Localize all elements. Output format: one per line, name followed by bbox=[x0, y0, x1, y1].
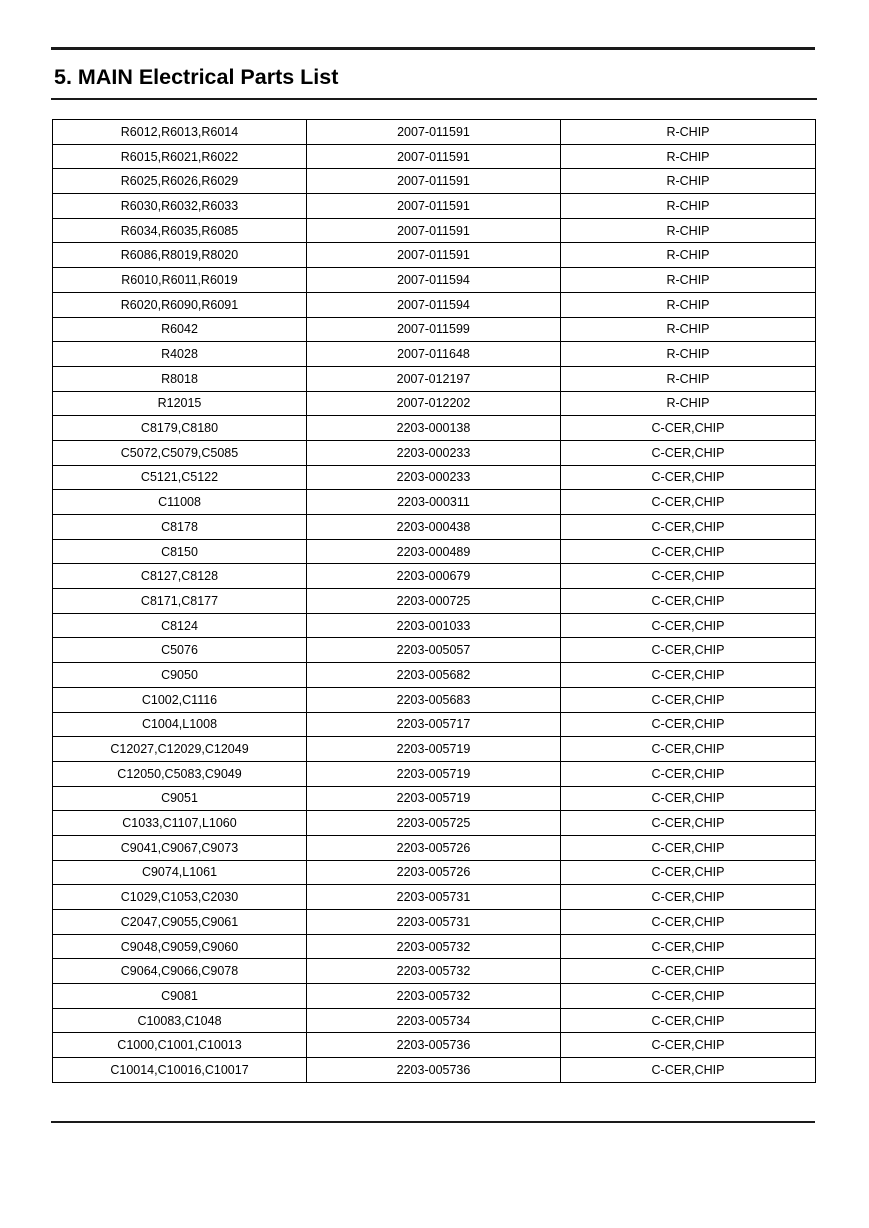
part-location-cell: C8171,C8177 bbox=[53, 589, 307, 614]
table-row bbox=[53, 786, 816, 811]
part-description-cell: C-CER,CHIP bbox=[561, 589, 816, 614]
part-code-cell: 2203-000679 bbox=[307, 564, 561, 589]
part-code-cell: 2203-005719 bbox=[307, 786, 561, 811]
part-code-cell: 2203-000311 bbox=[307, 490, 561, 515]
table-row bbox=[53, 218, 816, 243]
part-description-cell: C-CER,CHIP bbox=[561, 1008, 816, 1033]
part-description-cell: R-CHIP bbox=[561, 144, 816, 169]
part-description-cell: C-CER,CHIP bbox=[561, 490, 816, 515]
part-location-cell: C5076 bbox=[53, 638, 307, 663]
part-description-cell: C-CER,CHIP bbox=[561, 613, 816, 638]
part-code-cell: 2007-011648 bbox=[307, 342, 561, 367]
part-description-cell: C-CER,CHIP bbox=[561, 416, 816, 441]
part-description-cell: C-CER,CHIP bbox=[561, 934, 816, 959]
part-description-cell: R-CHIP bbox=[561, 243, 816, 268]
table-row bbox=[53, 490, 816, 515]
part-code-cell: 2203-000138 bbox=[307, 416, 561, 441]
title-underline bbox=[51, 98, 817, 100]
part-code-cell: 2007-011591 bbox=[307, 120, 561, 145]
part-location-cell: C2047,C9055,C9061 bbox=[53, 910, 307, 935]
part-code-cell: 2203-005683 bbox=[307, 687, 561, 712]
part-description-cell: R-CHIP bbox=[561, 169, 816, 194]
part-code-cell: 2203-005726 bbox=[307, 860, 561, 885]
table-row bbox=[53, 984, 816, 1009]
part-description-cell: C-CER,CHIP bbox=[561, 564, 816, 589]
part-code-cell: 2203-005731 bbox=[307, 910, 561, 935]
part-code-cell: 2203-005732 bbox=[307, 934, 561, 959]
part-description-cell: C-CER,CHIP bbox=[561, 712, 816, 737]
part-location-cell: C1000,C1001,C10013 bbox=[53, 1033, 307, 1058]
part-location-cell: R6010,R6011,R6019 bbox=[53, 268, 307, 293]
part-code-cell: 2007-011591 bbox=[307, 144, 561, 169]
part-code-cell: 2007-011591 bbox=[307, 243, 561, 268]
part-location-cell: C10014,C10016,C10017 bbox=[53, 1058, 307, 1083]
table-row bbox=[53, 416, 816, 441]
part-location-cell: C9064,C9066,C9078 bbox=[53, 959, 307, 984]
part-description-cell: C-CER,CHIP bbox=[561, 687, 816, 712]
part-location-cell: C9074,L1061 bbox=[53, 860, 307, 885]
part-code-cell: 2203-005725 bbox=[307, 811, 561, 836]
part-code-cell: 2203-005719 bbox=[307, 761, 561, 786]
part-code-cell: 2203-005731 bbox=[307, 885, 561, 910]
part-location-cell: C8150 bbox=[53, 539, 307, 564]
table-row bbox=[53, 737, 816, 762]
part-description-cell: C-CER,CHIP bbox=[561, 786, 816, 811]
part-description-cell: C-CER,CHIP bbox=[561, 663, 816, 688]
part-description-cell: R-CHIP bbox=[561, 366, 816, 391]
part-code-cell: 2203-000725 bbox=[307, 589, 561, 614]
table-row bbox=[53, 1058, 816, 1083]
part-code-cell: 2203-005726 bbox=[307, 835, 561, 860]
page-title: 5. MAIN Electrical Parts List bbox=[54, 65, 339, 89]
part-code-cell: 2203-000233 bbox=[307, 440, 561, 465]
part-code-cell: 2203-005719 bbox=[307, 737, 561, 762]
table-row bbox=[53, 1008, 816, 1033]
table-row bbox=[53, 465, 816, 490]
part-description-cell: C-CER,CHIP bbox=[561, 465, 816, 490]
part-location-cell: R4028 bbox=[53, 342, 307, 367]
part-description-cell: C-CER,CHIP bbox=[561, 638, 816, 663]
part-description-cell: C-CER,CHIP bbox=[561, 539, 816, 564]
part-code-cell: 2007-011594 bbox=[307, 292, 561, 317]
table-row bbox=[53, 761, 816, 786]
bottom-rule bbox=[51, 1121, 815, 1123]
table-row bbox=[53, 342, 816, 367]
part-description-cell: R-CHIP bbox=[561, 292, 816, 317]
part-location-cell: C11008 bbox=[53, 490, 307, 515]
part-code-cell: 2203-005732 bbox=[307, 984, 561, 1009]
part-description-cell: C-CER,CHIP bbox=[561, 811, 816, 836]
table-row bbox=[53, 539, 816, 564]
table-row bbox=[53, 144, 816, 169]
part-location-cell: R6030,R6032,R6033 bbox=[53, 194, 307, 219]
table-row bbox=[53, 440, 816, 465]
part-code-cell: 2203-005732 bbox=[307, 959, 561, 984]
part-description-cell: C-CER,CHIP bbox=[561, 1058, 816, 1083]
top-rule bbox=[51, 47, 815, 50]
part-code-cell: 2203-005736 bbox=[307, 1033, 561, 1058]
table-row bbox=[53, 712, 816, 737]
part-location-cell: C1004,L1008 bbox=[53, 712, 307, 737]
part-description-cell: C-CER,CHIP bbox=[561, 984, 816, 1009]
part-code-cell: 2203-000233 bbox=[307, 465, 561, 490]
part-description-cell: C-CER,CHIP bbox=[561, 515, 816, 540]
part-location-cell: C10083,C1048 bbox=[53, 1008, 307, 1033]
part-location-cell: C12027,C12029,C12049 bbox=[53, 737, 307, 762]
part-description-cell: R-CHIP bbox=[561, 218, 816, 243]
table-row bbox=[53, 366, 816, 391]
part-code-cell: 2007-012202 bbox=[307, 391, 561, 416]
table-row bbox=[53, 317, 816, 342]
table-row bbox=[53, 835, 816, 860]
table-row bbox=[53, 663, 816, 688]
part-location-cell: C8124 bbox=[53, 613, 307, 638]
parts-table bbox=[52, 119, 816, 1083]
part-description-cell: C-CER,CHIP bbox=[561, 860, 816, 885]
part-location-cell: C9050 bbox=[53, 663, 307, 688]
part-location-cell: R6042 bbox=[53, 317, 307, 342]
part-location-cell: C9081 bbox=[53, 984, 307, 1009]
part-code-cell: 2203-005057 bbox=[307, 638, 561, 663]
part-description-cell: C-CER,CHIP bbox=[561, 737, 816, 762]
table-row bbox=[53, 638, 816, 663]
table-row bbox=[53, 959, 816, 984]
table-row bbox=[53, 194, 816, 219]
table-row bbox=[53, 169, 816, 194]
table-row bbox=[53, 391, 816, 416]
part-code-cell: 2203-005736 bbox=[307, 1058, 561, 1083]
part-description-cell: R-CHIP bbox=[561, 342, 816, 367]
part-code-cell: 2203-005682 bbox=[307, 663, 561, 688]
table-row bbox=[53, 243, 816, 268]
table-row bbox=[53, 687, 816, 712]
part-description-cell: R-CHIP bbox=[561, 317, 816, 342]
part-location-cell: C8127,C8128 bbox=[53, 564, 307, 589]
table-row bbox=[53, 934, 816, 959]
part-description-cell: R-CHIP bbox=[561, 194, 816, 219]
part-code-cell: 2203-000489 bbox=[307, 539, 561, 564]
part-description-cell: C-CER,CHIP bbox=[561, 910, 816, 935]
table-row bbox=[53, 515, 816, 540]
table-row bbox=[53, 811, 816, 836]
part-location-cell: R6015,R6021,R6022 bbox=[53, 144, 307, 169]
table-row bbox=[53, 292, 816, 317]
part-code-cell: 2007-011591 bbox=[307, 218, 561, 243]
part-location-cell: C1002,C1116 bbox=[53, 687, 307, 712]
part-description-cell: R-CHIP bbox=[561, 120, 816, 145]
part-location-cell: C5072,C5079,C5085 bbox=[53, 440, 307, 465]
part-location-cell: R6012,R6013,R6014 bbox=[53, 120, 307, 145]
table-row bbox=[53, 120, 816, 145]
part-location-cell: R6086,R8019,R8020 bbox=[53, 243, 307, 268]
part-description-cell: C-CER,CHIP bbox=[561, 1033, 816, 1058]
part-description-cell: R-CHIP bbox=[561, 391, 816, 416]
part-description-cell: R-CHIP bbox=[561, 268, 816, 293]
table-row bbox=[53, 910, 816, 935]
part-location-cell: R8018 bbox=[53, 366, 307, 391]
part-location-cell: C1029,C1053,C2030 bbox=[53, 885, 307, 910]
part-code-cell: 2203-005734 bbox=[307, 1008, 561, 1033]
part-description-cell: C-CER,CHIP bbox=[561, 959, 816, 984]
table-row bbox=[53, 268, 816, 293]
table-row bbox=[53, 1033, 816, 1058]
part-location-cell: C9051 bbox=[53, 786, 307, 811]
part-location-cell: R12015 bbox=[53, 391, 307, 416]
part-location-cell: R6020,R6090,R6091 bbox=[53, 292, 307, 317]
part-location-cell: C8178 bbox=[53, 515, 307, 540]
table-row bbox=[53, 885, 816, 910]
part-location-cell: R6034,R6035,R6085 bbox=[53, 218, 307, 243]
part-description-cell: C-CER,CHIP bbox=[561, 440, 816, 465]
part-location-cell: C9048,C9059,C9060 bbox=[53, 934, 307, 959]
part-location-cell: C12050,C5083,C9049 bbox=[53, 761, 307, 786]
part-code-cell: 2203-000438 bbox=[307, 515, 561, 540]
part-code-cell: 2007-011591 bbox=[307, 169, 561, 194]
part-code-cell: 2007-012197 bbox=[307, 366, 561, 391]
part-code-cell: 2007-011599 bbox=[307, 317, 561, 342]
part-description-cell: C-CER,CHIP bbox=[561, 761, 816, 786]
table-row bbox=[53, 860, 816, 885]
part-description-cell: C-CER,CHIP bbox=[561, 885, 816, 910]
parts-table-body bbox=[53, 120, 816, 1083]
table-row bbox=[53, 589, 816, 614]
part-location-cell: C9041,C9067,C9073 bbox=[53, 835, 307, 860]
part-code-cell: 2007-011594 bbox=[307, 268, 561, 293]
table-row bbox=[53, 564, 816, 589]
part-code-cell: 2203-001033 bbox=[307, 613, 561, 638]
part-description-cell: C-CER,CHIP bbox=[561, 835, 816, 860]
part-location-cell: C5121,C5122 bbox=[53, 465, 307, 490]
part-location-cell: C1033,C1107,L1060 bbox=[53, 811, 307, 836]
part-location-cell: C8179,C8180 bbox=[53, 416, 307, 441]
part-code-cell: 2203-005717 bbox=[307, 712, 561, 737]
part-location-cell: R6025,R6026,R6029 bbox=[53, 169, 307, 194]
table-row bbox=[53, 613, 816, 638]
part-code-cell: 2007-011591 bbox=[307, 194, 561, 219]
